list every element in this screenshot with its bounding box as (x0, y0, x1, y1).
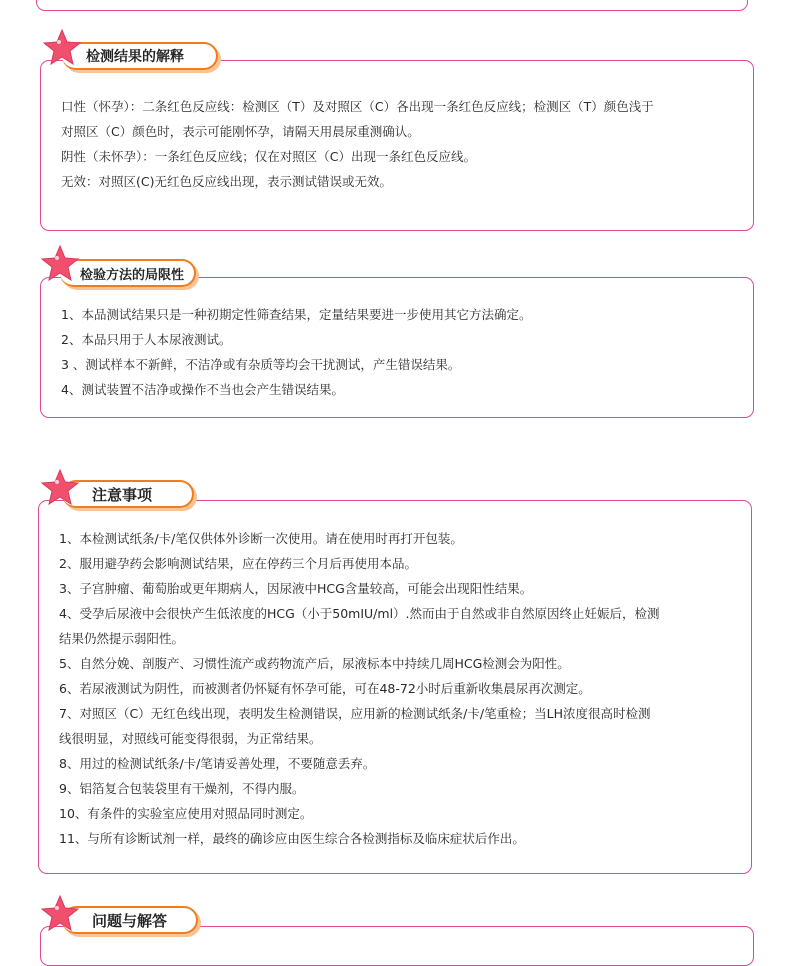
notes-line: 2、服用避孕药会影响测试结果，应在停药三个月后再使用本品。 (59, 556, 417, 571)
interpretation-body (61, 94, 739, 194)
notes-line: 5、自然分娩、剖腹产、习惯性流产或药物流产后，尿液标本中持续几周HCG检测会为阳性。 (59, 656, 570, 671)
notes-line: 6、若尿液测试为阴性，而被测者仍怀疑有怀孕可能，可在48-72小时后重新收集晨尿再次测定。 (59, 681, 591, 696)
limitations-box (40, 277, 754, 418)
interpretation-line: 阴性（未怀孕）：一条红色反应线；仅在对照区（C）出现一条红色反应线。 (61, 149, 476, 164)
limitations-line: 3 、测试样本不新鲜，不洁净或有杂质等均会干扰测试，产生错误结果。 (61, 357, 461, 372)
notes-line: 结果仍然提示弱阳性。 (59, 631, 185, 646)
notes-line: 线很明显，对照线可能变得很弱，为正常结果。 (59, 731, 322, 746)
interpretation-title-tag (62, 42, 218, 70)
star-icon (40, 894, 80, 934)
notes-line: 4、受孕后尿液中会很快产生低浓度的HCG（小于50mIU/ml）.然而由于自然或非自然原因终止妊娠后，检测 (59, 606, 660, 621)
interpretation-box (40, 60, 754, 231)
limitations-line: 4、测试装置不洁净或操作不当也会产生错误结果。 (61, 382, 344, 397)
notes-line: 11、与所有诊断试剂一样，最终的确诊应由医生综合各检测指标及临床症状后作出。 (59, 831, 525, 846)
interpretation-line: 无效：对照区(C)无红色反应线出现，表示测试错误或无效。 (61, 174, 392, 189)
interpretation-line: 对照区（C）颜色时，表示可能刚怀孕，请隔天用晨尿重测确认。 (61, 124, 420, 139)
notes-line: 8、用过的检测试纸条/卡/笔请妥善处理，不要随意丢弃。 (59, 756, 376, 771)
limitations-line: 1、本品测试结果只是一种初期定性筛查结果，定量结果要进一步使用其它方法确定。 (61, 307, 532, 322)
limitations-line: 2、本品只用于人本尿液测试。 (61, 332, 232, 347)
notes-body (59, 526, 737, 851)
star-icon (42, 28, 82, 68)
interpretation-line: 口性（怀孕）：二条红色反应线：检测区（T）及对照区（C）各出现一条红色反应线；检测区（T）颜色浅于 (61, 99, 654, 114)
limitations-body (61, 302, 739, 402)
notes-box (38, 500, 752, 874)
previous-section-box (36, 0, 748, 11)
qa-title-tag (62, 906, 198, 934)
section-title: 注意事项 (92, 485, 153, 504)
notes-line: 3、子宫肿瘤、葡萄胎或更年期病人，因尿液中HCG含量较高，可能会出现阳性结果。 (59, 581, 533, 596)
star-icon (40, 244, 80, 284)
notes-line: 1、本检测试纸条/卡/笔仅供体外诊断一次使用。请在使用时再打开包装。 (59, 531, 463, 546)
notes-title-tag (62, 480, 194, 508)
notes-line: 10、有条件的实验室应使用对照品同时测定。 (59, 806, 313, 821)
star-icon (40, 468, 80, 508)
section-title: 检测结果的解释 (86, 49, 184, 65)
notes-line: 9、铝箔复合包装袋里有干燥剂，不得内服。 (59, 781, 305, 796)
notes-line: 7、对照区（C）无红色线出现，表明发生检测错误，应用新的检测试纸条/卡/笔重检；当LH浓度很高时检测 (59, 706, 651, 721)
section-title: 检验方法的局限性 (80, 267, 185, 283)
limitations-title-tag (60, 259, 196, 287)
section-title: 问题与解答 (92, 911, 168, 930)
